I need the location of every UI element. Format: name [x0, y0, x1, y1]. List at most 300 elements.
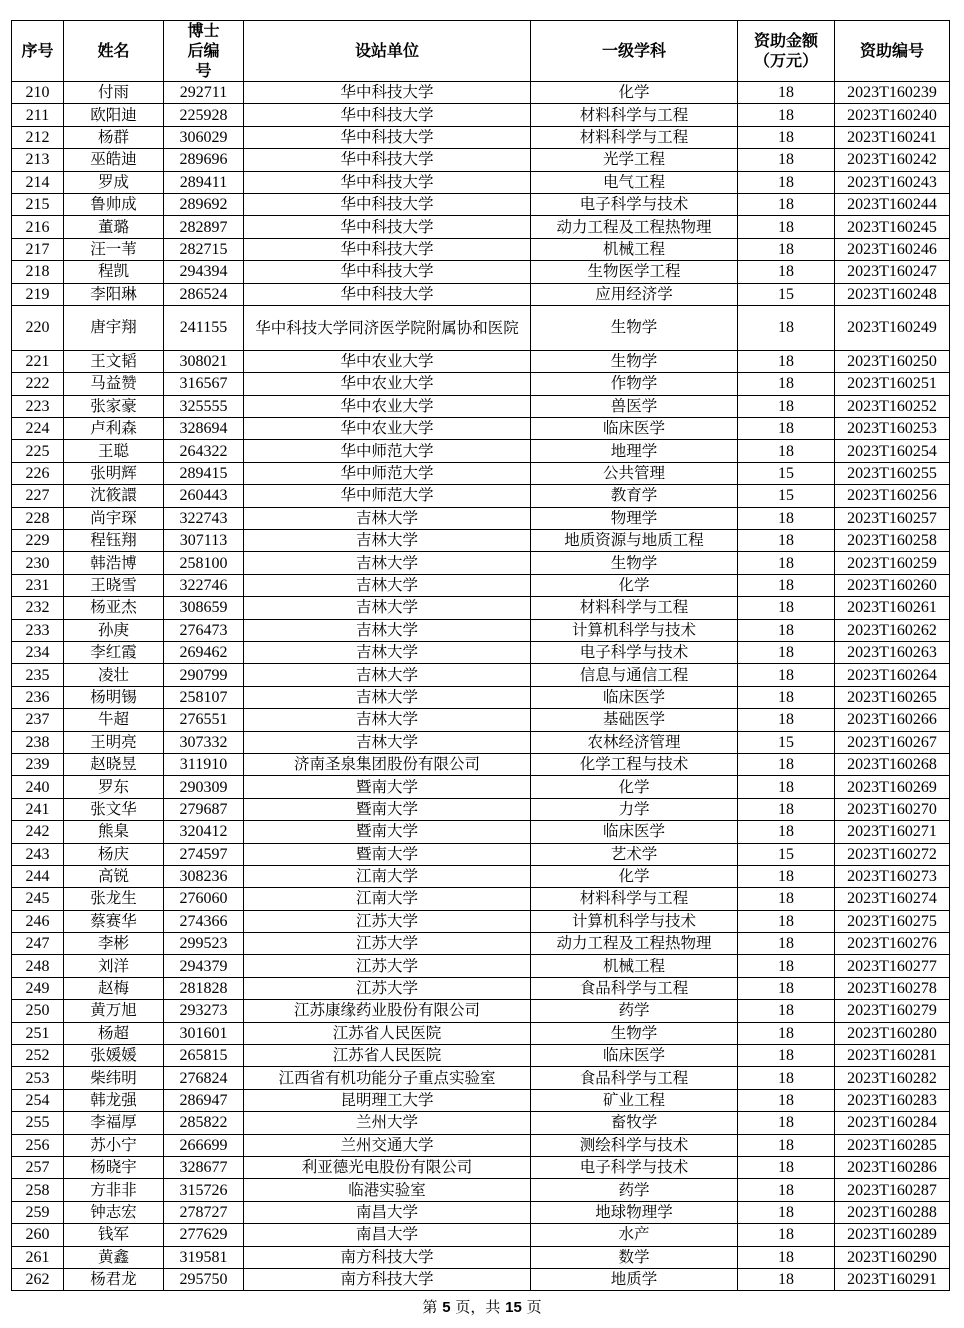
station-cell: 兰州大学 [244, 1112, 531, 1134]
name-cell: 王文韬 [64, 350, 164, 372]
name-cell: 鲁帅成 [64, 193, 164, 215]
station-cell: 华中师范大学 [244, 440, 531, 462]
name-cell: 王晓雪 [64, 574, 164, 596]
index-cell: 229 [12, 530, 64, 552]
discipline-cell: 临床医学 [531, 821, 738, 843]
station-cell: 江苏大学 [244, 977, 531, 999]
discipline-cell: 测绘科学与技术 [531, 1134, 738, 1156]
discipline-cell: 化学 [531, 865, 738, 887]
grant-no-cell: 2023T160289 [835, 1224, 950, 1246]
grant-no-cell: 2023T160265 [835, 686, 950, 708]
discipline-cell: 作物学 [531, 373, 738, 395]
table-row [12, 1067, 950, 1089]
amount-cell: 18 [738, 1067, 835, 1089]
station-cell: 吉林大学 [244, 597, 531, 619]
postdoc-no-cell: 307332 [164, 731, 244, 753]
grant-no-cell: 2023T160258 [835, 530, 950, 552]
name-cell: 汪一苇 [64, 238, 164, 260]
name-cell: 蔡赛华 [64, 910, 164, 932]
discipline-cell: 应用经济学 [531, 283, 738, 305]
postdoc-no-cell: 294379 [164, 955, 244, 977]
station-cell: 江苏大学 [244, 955, 531, 977]
table-row [12, 910, 950, 932]
grant-no-cell: 2023T160284 [835, 1112, 950, 1134]
discipline-cell: 食品科学与工程 [531, 977, 738, 999]
discipline-cell: 地质学 [531, 1268, 738, 1290]
amount-cell: 18 [738, 1089, 835, 1111]
amount-cell: 18 [738, 261, 835, 283]
discipline-cell: 电子科学与技术 [531, 1156, 738, 1178]
amount-cell: 18 [738, 776, 835, 798]
discipline-cell: 材料科学与工程 [531, 597, 738, 619]
index-cell: 251 [12, 1022, 64, 1044]
postdoc-no-cell: 301601 [164, 1022, 244, 1044]
postdoc-no-cell: 328694 [164, 418, 244, 440]
postdoc-no-cell: 225928 [164, 104, 244, 126]
table-row [12, 440, 950, 462]
amount-cell: 18 [738, 1224, 835, 1246]
grant-no-cell: 2023T160240 [835, 104, 950, 126]
table-row [12, 395, 950, 417]
discipline-cell: 食品科学与工程 [531, 1067, 738, 1089]
index-cell: 218 [12, 261, 64, 283]
index-cell: 239 [12, 753, 64, 775]
discipline-cell: 电子科学与技术 [531, 641, 738, 663]
discipline-cell: 临床医学 [531, 686, 738, 708]
index-cell: 217 [12, 238, 64, 260]
postdoc-no-cell: 319581 [164, 1246, 244, 1268]
index-cell: 250 [12, 1000, 64, 1022]
grant-no-cell: 2023T160260 [835, 574, 950, 596]
postdoc-no-cell: 308236 [164, 865, 244, 887]
index-cell: 215 [12, 193, 64, 215]
postdoc-no-cell: 265815 [164, 1045, 244, 1067]
discipline-cell: 动力工程及工程热物理 [531, 216, 738, 238]
postdoc-no-cell: 306029 [164, 126, 244, 148]
index-cell: 230 [12, 552, 64, 574]
grant-no-cell: 2023T160266 [835, 709, 950, 731]
table-body [12, 82, 950, 1291]
amount-cell: 18 [738, 1112, 835, 1134]
table-row [12, 171, 950, 193]
postdoc-no-cell: 241155 [164, 305, 244, 350]
station-cell: 华中师范大学 [244, 462, 531, 484]
grant-no-cell: 2023T160254 [835, 440, 950, 462]
index-cell: 232 [12, 597, 64, 619]
discipline-cell: 机械工程 [531, 238, 738, 260]
index-cell: 213 [12, 149, 64, 171]
amount-cell: 18 [738, 238, 835, 260]
name-cell: 赵晓昱 [64, 753, 164, 775]
grant-no-cell: 2023T160251 [835, 373, 950, 395]
discipline-cell: 力学 [531, 798, 738, 820]
discipline-cell: 生物学 [531, 305, 738, 350]
amount-cell: 18 [738, 305, 835, 350]
name-cell: 黄万旭 [64, 1000, 164, 1022]
table-row [12, 1224, 950, 1246]
name-cell: 沈筱譞 [64, 485, 164, 507]
amount-cell: 18 [738, 395, 835, 417]
postdoc-no-cell: 295750 [164, 1268, 244, 1290]
index-cell: 211 [12, 104, 64, 126]
index-cell: 252 [12, 1045, 64, 1067]
table-row [12, 1201, 950, 1223]
name-cell: 赵梅 [64, 977, 164, 999]
station-cell: 华中农业大学 [244, 395, 531, 417]
header-amount-text: 资助金额（万元） [753, 31, 818, 70]
station-cell: 兰州交通大学 [244, 1134, 531, 1156]
table-row [12, 821, 950, 843]
index-cell: 223 [12, 395, 64, 417]
postdoc-no-cell: 286524 [164, 283, 244, 305]
table-row [12, 641, 950, 663]
amount-cell: 18 [738, 104, 835, 126]
grant-no-cell: 2023T160262 [835, 619, 950, 641]
grant-no-cell: 2023T160285 [835, 1134, 950, 1156]
grant-no-cell: 2023T160273 [835, 865, 950, 887]
grant-no-cell: 2023T160239 [835, 82, 950, 104]
table-row [12, 1045, 950, 1067]
amount-cell: 18 [738, 933, 835, 955]
index-cell: 258 [12, 1179, 64, 1201]
amount-cell: 15 [738, 485, 835, 507]
index-cell: 238 [12, 731, 64, 753]
name-cell: 杨超 [64, 1022, 164, 1044]
discipline-cell: 水产 [531, 1224, 738, 1246]
postdoc-no-cell: 299523 [164, 933, 244, 955]
discipline-cell: 物理学 [531, 507, 738, 529]
postdoc-no-cell: 290799 [164, 664, 244, 686]
index-cell: 216 [12, 216, 64, 238]
amount-cell: 18 [738, 171, 835, 193]
amount-cell: 18 [738, 686, 835, 708]
station-cell: 南方科技大学 [244, 1246, 531, 1268]
name-cell: 罗东 [64, 776, 164, 798]
station-cell: 济南圣泉集团股份有限公司 [244, 753, 531, 775]
grant-no-cell: 2023T160245 [835, 216, 950, 238]
grant-no-cell: 2023T160268 [835, 753, 950, 775]
postdoc-no-cell: 276551 [164, 709, 244, 731]
table-row [12, 709, 950, 731]
grant-no-cell: 2023T160243 [835, 171, 950, 193]
discipline-cell: 生物学 [531, 552, 738, 574]
table-row [12, 597, 950, 619]
discipline-cell: 地质资源与地质工程 [531, 530, 738, 552]
discipline-cell: 化学 [531, 82, 738, 104]
table-row [12, 1134, 950, 1156]
index-cell: 214 [12, 171, 64, 193]
amount-cell: 18 [738, 1179, 835, 1201]
station-cell: 华中科技大学 [244, 283, 531, 305]
grant-no-cell: 2023T160269 [835, 776, 950, 798]
name-cell: 杨君龙 [64, 1268, 164, 1290]
postdoc-no-cell: 289696 [164, 149, 244, 171]
discipline-cell: 兽医学 [531, 395, 738, 417]
grant-no-cell: 2023T160241 [835, 126, 950, 148]
name-cell: 刘洋 [64, 955, 164, 977]
amount-cell: 18 [738, 1201, 835, 1223]
station-cell: 暨南大学 [244, 843, 531, 865]
name-cell: 张龙生 [64, 888, 164, 910]
station-cell: 华中师范大学 [244, 485, 531, 507]
station-cell: 江南大学 [244, 888, 531, 910]
station-cell: 吉林大学 [244, 574, 531, 596]
postdoc-no-cell: 322746 [164, 574, 244, 596]
postdoc-no-cell: 316567 [164, 373, 244, 395]
amount-cell: 18 [738, 1156, 835, 1178]
grant-no-cell: 2023T160257 [835, 507, 950, 529]
amount-cell: 18 [738, 619, 835, 641]
index-cell: 220 [12, 305, 64, 350]
postdoc-no-cell: 293273 [164, 1000, 244, 1022]
table-row [12, 1156, 950, 1178]
station-cell: 南昌大学 [244, 1224, 531, 1246]
amount-cell: 18 [738, 955, 835, 977]
grant-no-cell: 2023T160276 [835, 933, 950, 955]
grant-no-cell: 2023T160249 [835, 305, 950, 350]
postdoc-no-cell: 260443 [164, 485, 244, 507]
discipline-cell: 药学 [531, 1000, 738, 1022]
name-cell: 张媛媛 [64, 1045, 164, 1067]
grant-no-cell: 2023T160267 [835, 731, 950, 753]
amount-cell: 18 [738, 888, 835, 910]
grant-no-cell: 2023T160280 [835, 1022, 950, 1044]
grant-no-cell: 2023T160256 [835, 485, 950, 507]
discipline-cell: 基础医学 [531, 709, 738, 731]
table-row [12, 126, 950, 148]
grant-no-cell: 2023T160277 [835, 955, 950, 977]
index-cell: 257 [12, 1156, 64, 1178]
discipline-cell: 药学 [531, 1179, 738, 1201]
name-cell: 韩浩博 [64, 552, 164, 574]
name-cell: 杨晓宇 [64, 1156, 164, 1178]
table-row [12, 305, 950, 350]
discipline-cell: 生物学 [531, 350, 738, 372]
table-row [12, 485, 950, 507]
postdoc-no-cell: 315726 [164, 1179, 244, 1201]
index-cell: 244 [12, 865, 64, 887]
amount-cell: 18 [738, 865, 835, 887]
index-cell: 245 [12, 888, 64, 910]
station-cell: 江南大学 [244, 865, 531, 887]
name-cell: 李彬 [64, 933, 164, 955]
document-sheet [11, 20, 949, 1291]
header-discipline: 一级学科 [531, 21, 738, 82]
index-cell: 254 [12, 1089, 64, 1111]
footer-suffix: 页 [526, 1298, 542, 1316]
station-cell: 吉林大学 [244, 641, 531, 663]
index-cell: 248 [12, 955, 64, 977]
amount-cell: 18 [738, 1268, 835, 1290]
postdoc-no-cell: 269462 [164, 641, 244, 663]
amount-cell: 18 [738, 216, 835, 238]
postdoc-no-cell: 274597 [164, 843, 244, 865]
discipline-cell: 材料科学与工程 [531, 104, 738, 126]
name-cell: 巫皓迪 [64, 149, 164, 171]
table-row [12, 977, 950, 999]
table-row [12, 238, 950, 260]
station-cell: 吉林大学 [244, 552, 531, 574]
table-row [12, 843, 950, 865]
discipline-cell: 临床医学 [531, 1045, 738, 1067]
name-cell: 杨庆 [64, 843, 164, 865]
name-cell: 凌壮 [64, 664, 164, 686]
postdoc-no-cell: 279687 [164, 798, 244, 820]
grant-no-cell: 2023T160290 [835, 1246, 950, 1268]
postdoc-no-cell: 282897 [164, 216, 244, 238]
name-cell: 熊臬 [64, 821, 164, 843]
station-cell: 暨南大学 [244, 821, 531, 843]
table-row [12, 574, 950, 596]
station-cell: 吉林大学 [244, 709, 531, 731]
table-row [12, 888, 950, 910]
postdoc-no-cell: 292711 [164, 82, 244, 104]
index-cell: 242 [12, 821, 64, 843]
grant-no-cell: 2023T160264 [835, 664, 950, 686]
grant-no-cell: 2023T160263 [835, 641, 950, 663]
amount-cell: 18 [738, 507, 835, 529]
postdoc-no-cell: 290309 [164, 776, 244, 798]
postdoc-no-cell: 274366 [164, 910, 244, 932]
table-row [12, 350, 950, 372]
discipline-cell: 材料科学与工程 [531, 888, 738, 910]
name-cell: 高锐 [64, 865, 164, 887]
postdoc-no-cell: 286947 [164, 1089, 244, 1111]
station-cell: 江苏大学 [244, 933, 531, 955]
postdoc-no-cell: 258100 [164, 552, 244, 574]
table-row [12, 865, 950, 887]
table-row [12, 619, 950, 641]
name-cell: 马益赞 [64, 373, 164, 395]
name-cell: 杨群 [64, 126, 164, 148]
discipline-cell: 化学 [531, 574, 738, 596]
name-cell: 李阳琳 [64, 283, 164, 305]
postdoc-no-cell: 325555 [164, 395, 244, 417]
footer-total-pages: 15 [505, 1299, 522, 1316]
discipline-cell: 电气工程 [531, 171, 738, 193]
index-cell: 260 [12, 1224, 64, 1246]
index-cell: 226 [12, 462, 64, 484]
name-cell: 程凯 [64, 261, 164, 283]
header-postdoc-no-text: 博士后编号 [187, 21, 220, 80]
table-row [12, 1246, 950, 1268]
station-cell: 昆明理工大学 [244, 1089, 531, 1111]
station-cell: 华中科技大学 [244, 149, 531, 171]
table-row [12, 462, 950, 484]
index-cell: 256 [12, 1134, 64, 1156]
station-cell: 华中农业大学 [244, 418, 531, 440]
station-cell: 吉林大学 [244, 664, 531, 686]
header-index: 序号 [12, 21, 64, 82]
table-row [12, 1179, 950, 1201]
table-row [12, 283, 950, 305]
table-row [12, 418, 950, 440]
amount-cell: 18 [738, 552, 835, 574]
name-cell: 唐宇翔 [64, 305, 164, 350]
discipline-cell: 电子科学与技术 [531, 193, 738, 215]
grant-no-cell: 2023T160278 [835, 977, 950, 999]
table-row [12, 776, 950, 798]
station-cell: 吉林大学 [244, 507, 531, 529]
name-cell: 程钰翔 [64, 530, 164, 552]
index-cell: 224 [12, 418, 64, 440]
grant-no-cell: 2023T160250 [835, 350, 950, 372]
name-cell: 杨亚杰 [64, 597, 164, 619]
discipline-cell: 材料科学与工程 [531, 126, 738, 148]
postdoc-no-cell: 281828 [164, 977, 244, 999]
postdoc-no-cell: 278727 [164, 1201, 244, 1223]
amount-cell: 15 [738, 462, 835, 484]
discipline-cell: 农林经济管理 [531, 731, 738, 753]
discipline-cell: 畜牧学 [531, 1112, 738, 1134]
discipline-cell: 动力工程及工程热物理 [531, 933, 738, 955]
amount-cell: 18 [738, 597, 835, 619]
table-row [12, 1022, 950, 1044]
amount-cell: 18 [738, 910, 835, 932]
discipline-cell: 公共管理 [531, 462, 738, 484]
page-footer [0, 1296, 964, 1317]
amount-cell: 18 [738, 126, 835, 148]
table-row [12, 149, 950, 171]
name-cell: 黄鑫 [64, 1246, 164, 1268]
postdoc-no-cell: 307113 [164, 530, 244, 552]
grant-no-cell: 2023T160291 [835, 1268, 950, 1290]
station-cell: 华中科技大学 [244, 104, 531, 126]
grant-no-cell: 2023T160247 [835, 261, 950, 283]
grant-no-cell: 2023T160255 [835, 462, 950, 484]
amount-cell: 18 [738, 664, 835, 686]
postdoc-no-cell: 308659 [164, 597, 244, 619]
grant-no-cell: 2023T160253 [835, 418, 950, 440]
postdoc-no-cell: 289411 [164, 171, 244, 193]
index-cell: 246 [12, 910, 64, 932]
amount-cell: 18 [738, 798, 835, 820]
table-row [12, 530, 950, 552]
discipline-cell: 计算机科学与技术 [531, 619, 738, 641]
postdoc-no-cell: 266699 [164, 1134, 244, 1156]
grant-no-cell: 2023T160272 [835, 843, 950, 865]
index-cell: 231 [12, 574, 64, 596]
postdoc-no-cell: 311910 [164, 753, 244, 775]
amount-cell: 18 [738, 1134, 835, 1156]
station-cell: 华中农业大学 [244, 373, 531, 395]
index-cell: 225 [12, 440, 64, 462]
discipline-cell: 机械工程 [531, 955, 738, 977]
discipline-cell: 矿业工程 [531, 1089, 738, 1111]
name-cell: 孙庚 [64, 619, 164, 641]
name-cell: 钟志宏 [64, 1201, 164, 1223]
index-cell: 219 [12, 283, 64, 305]
name-cell: 杨明锡 [64, 686, 164, 708]
discipline-cell: 艺术学 [531, 843, 738, 865]
table-row [12, 1112, 950, 1134]
discipline-cell: 光学工程 [531, 149, 738, 171]
amount-cell: 18 [738, 149, 835, 171]
table-row [12, 1268, 950, 1290]
grant-no-cell: 2023T160286 [835, 1156, 950, 1178]
postdoc-no-cell: 277629 [164, 1224, 244, 1246]
header-amount [738, 21, 835, 82]
grant-no-cell: 2023T160242 [835, 149, 950, 171]
index-cell: 236 [12, 686, 64, 708]
amount-cell: 18 [738, 530, 835, 552]
amount-cell: 18 [738, 1045, 835, 1067]
grant-no-cell: 2023T160246 [835, 238, 950, 260]
station-cell: 南昌大学 [244, 1201, 531, 1223]
station-cell: 吉林大学 [244, 619, 531, 641]
grant-no-cell: 2023T160244 [835, 193, 950, 215]
station-cell: 江苏康缘药业股份有限公司 [244, 1000, 531, 1022]
